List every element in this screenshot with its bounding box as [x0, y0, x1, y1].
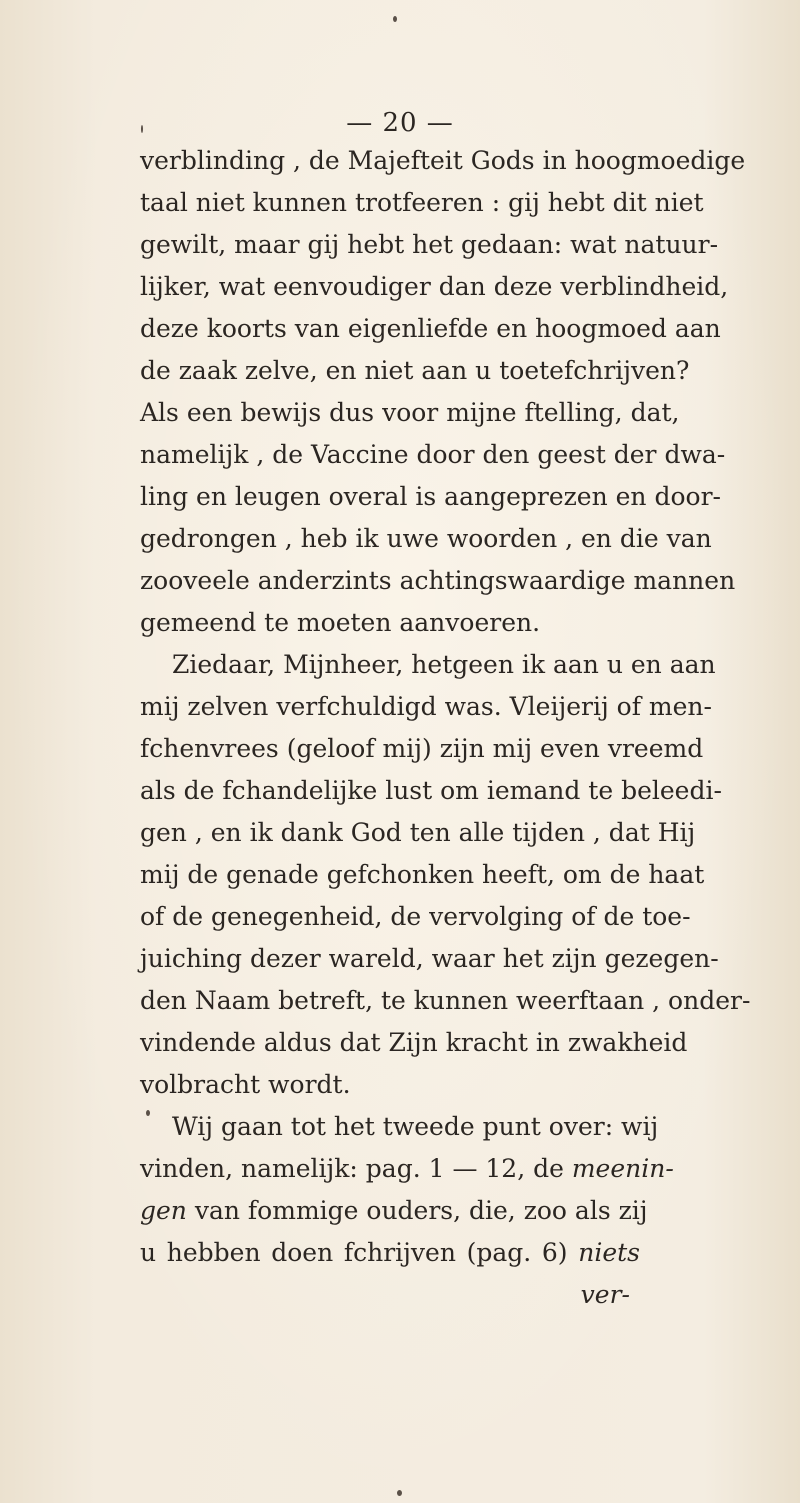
text-line: gen , en ik dank God ten alle tijden , dat Hij [140, 818, 696, 847]
text-line: Wij gaan tot het tweede punt over: wij [172, 1112, 659, 1141]
text-line: gedrongen , heb ik uwe woorden , en die van [140, 524, 712, 553]
text-line: mij zelven verfchuldigd was. Vleijerij of men- [140, 692, 712, 721]
text-line: namelijk , de Vaccine door den geest der dwa- [140, 440, 726, 469]
text-line: vindende aldus dat Zijn kracht in zwakheid [140, 1028, 688, 1057]
page-number: — 20 — [346, 108, 454, 138]
text-line: taal niet kunnen trotfeeren : gij hebt dit niet [140, 188, 704, 217]
text-line: zooveele anderzints achtingswaardige mannen [140, 566, 736, 595]
italic-text: gen [140, 1196, 187, 1225]
italic-text: meenin- [571, 1154, 674, 1183]
body-text [140, 140, 751, 1316]
text-line: juiching dezer wareld, waar het zijn gezegen- [140, 944, 719, 973]
italic-text: niets [578, 1238, 640, 1267]
text-line: als de fchandelijke lust om iemand te beleedi- [140, 776, 722, 805]
text-line: u hebben doen fchrijven (pag. 6) niets [140, 1238, 640, 1267]
text-line: Als een bewijs dus voor mijne ftelling, dat, [140, 398, 680, 427]
text-line: of de genegenheid, de vervolging of de toe- [140, 902, 691, 931]
ink-speck [146, 1110, 150, 1116]
catchword: ver- [580, 1280, 630, 1309]
text-line: gewilt, maar gij hebt het gedaan: wat natuur- [140, 230, 719, 259]
text-line: gemeend te moeten aanvoeren. [140, 608, 541, 637]
ink-speck [141, 125, 143, 133]
text-line: fchenvrees (geloof mij) zijn mij even vreemd [140, 734, 704, 763]
text-line: deze koorts van eigenliefde en hoogmoed aan [140, 314, 721, 343]
text-line: lijker, wat eenvoudiger dan deze verblindheid, [140, 272, 729, 301]
text-line: mij de genade gefchonken heeft, om de haat [140, 860, 705, 889]
ink-speck [393, 16, 397, 22]
ink-speck [397, 1490, 402, 1496]
text-line: verblinding , de Majefteit Gods in hoogmoedige [140, 146, 746, 175]
text-line: ling en leugen overal is aangeprezen en door- [140, 482, 721, 511]
text-line: de zaak zelve, en niet aan u toetefchrijven? [140, 356, 690, 385]
text-line: den Naam betreft, te kunnen weerftaan , onder- [140, 986, 751, 1015]
text-line: volbracht wordt. [140, 1070, 351, 1099]
text-line: gen van fommige ouders, die, zoo als zij [140, 1196, 648, 1225]
text-line: vinden, namelijk: pag. 1 — 12, de meenin- [140, 1154, 674, 1183]
text-line: Ziedaar, Mijnheer, hetgeen ik aan u en aan [172, 650, 716, 679]
